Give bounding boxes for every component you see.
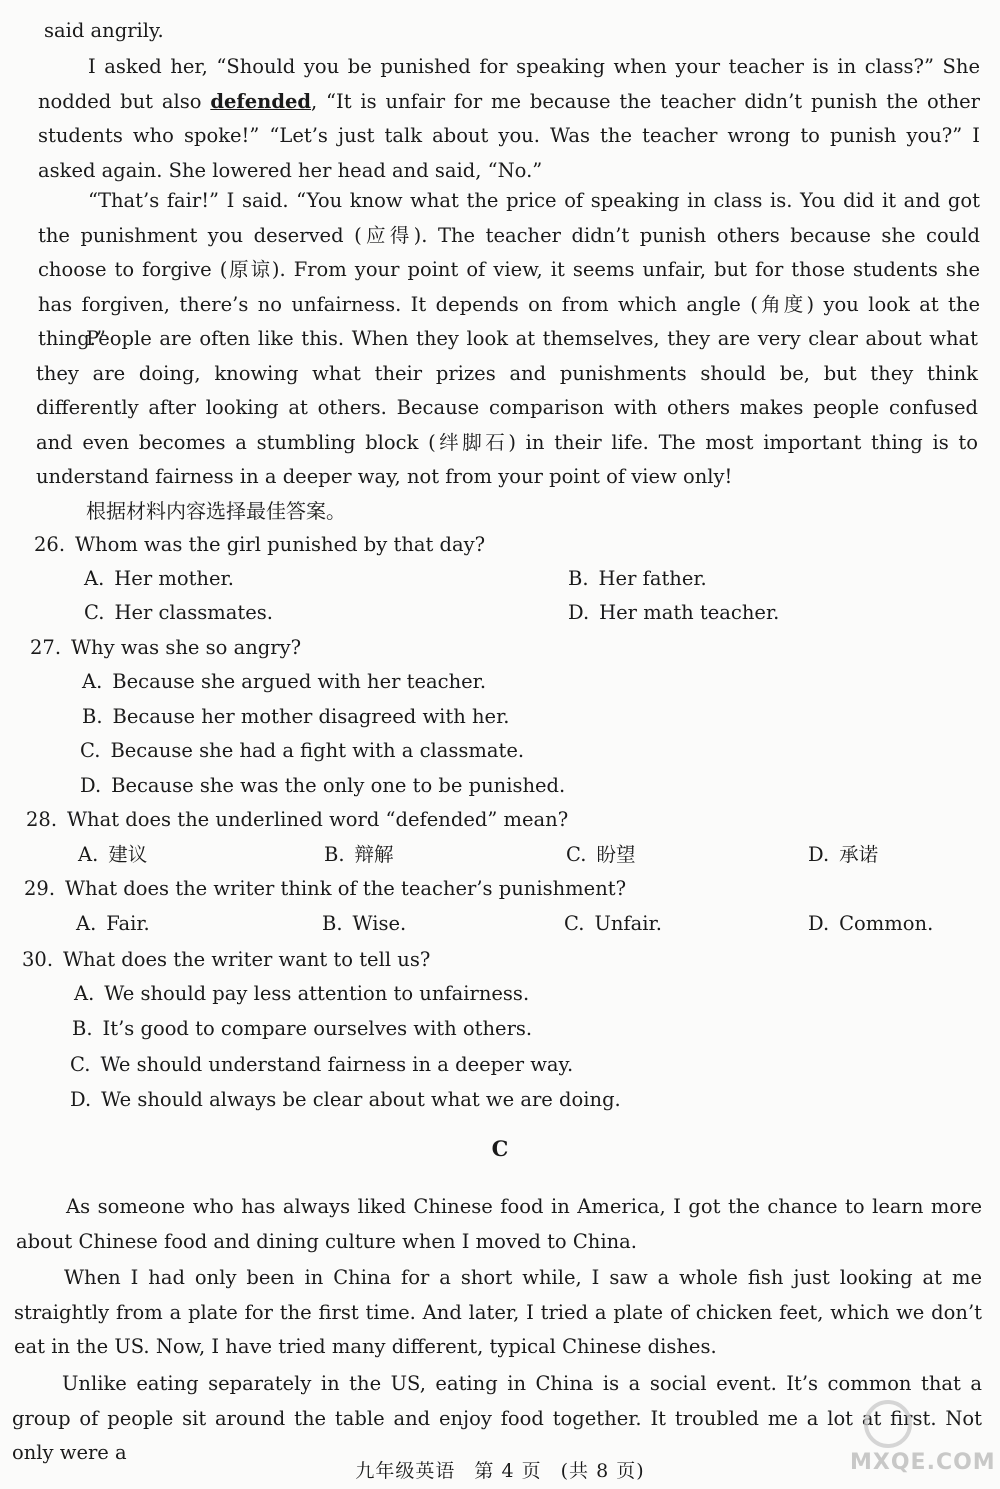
q29-option-d[interactable]: D. Common. — [808, 912, 934, 935]
q27-option-d[interactable]: D. Because she was the only one to be punished. — [80, 774, 566, 797]
q29-option-a[interactable]: A. Fair. — [76, 912, 150, 935]
question-28: 28. What does the underlined word “defended” mean? — [26, 808, 569, 831]
question-30: 30. What does the writer want to tell us? — [22, 948, 431, 971]
paragraph-1-part-2: , “It is unfair for me because the teacher didn’t punish the other students who spoke!” “Let’s just talk about you. Was the teacher wrong to punish you?” I asked again. She lowered her head and said, “No.” — [38, 89, 980, 182]
q26-option-d[interactable]: D. Her math teacher. — [568, 601, 780, 624]
footer-page-number: 第 4 页 — [474, 1460, 542, 1482]
q28-option-d[interactable]: D. 承诺 — [808, 843, 879, 866]
paragraph-1-part-1: I asked her, “Should you be punished for speaking when your teacher is in class?” She nodded but also — [38, 55, 980, 113]
underlined-word-defended: defended — [210, 89, 312, 113]
q28-option-a[interactable]: A. 建议 — [78, 843, 148, 866]
q30-option-b[interactable]: B. It’s good to compare ourselves with others. — [72, 1017, 533, 1040]
q28-option-c[interactable]: C. 盼望 — [566, 843, 636, 866]
passage-c-paragraph-2: When I had only been in China for a short while, I saw a whole fish just looking at me straightly from a plate for the first time. And later, I tried a plate of chicken feet, which we don’t eat in the US. Now, I have tried many different, typical Chinese dishes. — [14, 1266, 982, 1358]
passage-b-paragraph-2: “That’s fair!” I said. “You know what the price of speaking in class is. You did it and got the punishment you deserved (应得). The teacher didn’t punish others because she could choose to forgive (原谅). From your point of view, it seems unfair, but for those students she has forgiven, there’s no unfairness. It depends on from which angle (角度) you look at the thing.” — [38, 189, 980, 350]
q30-option-a[interactable]: A. We should pay less attention to unfairness. — [74, 982, 530, 1005]
section-c-title: C — [491, 1136, 509, 1161]
passage-b-paragraph-1 — [38, 50, 980, 188]
q27-option-b[interactable]: B. Because her mother disagreed with her. — [82, 705, 510, 728]
q26-option-a[interactable]: A. Her mother. — [84, 567, 234, 590]
watermark-ring-icon — [864, 1400, 912, 1448]
question-26: 26. Whom was the girl punished by that day? — [34, 533, 486, 556]
passage-b-paragraph-3: People are often like this. When they look at themselves, they are very clear about what they are doing, knowing what their prizes and punishments should be, but they think differently after looking at others. Because comparison with others makes people confused and even becomes a stumbling block (绊脚石) in their life. The most important thing is to understand fairness in a deeper way, not from your point of view only! — [36, 327, 978, 488]
q27-option-a[interactable]: A. Because she argued with her teacher. — [82, 670, 487, 693]
passage-b-line-top: said angrily. — [44, 19, 164, 42]
instruction-text: 根据材料内容选择最佳答案。 — [86, 499, 346, 523]
question-29: 29. What does the writer think of the teacher’s punishment? — [24, 877, 627, 900]
q30-option-c[interactable]: C. We should understand fairness in a deeper way. — [70, 1053, 574, 1076]
q28-option-b[interactable]: B. 辩解 — [324, 843, 394, 866]
q29-option-b[interactable]: B. Wise. — [322, 912, 407, 935]
q26-option-c[interactable]: C. Her classmates. — [84, 601, 273, 624]
q26-option-b[interactable]: B. Her father. — [568, 567, 707, 590]
page-footer — [0, 1456, 1000, 1483]
passage-c-paragraph-1: As someone who has always liked Chinese food in America, I got the chance to learn more about Chinese food and dining culture when I moved to China. — [16, 1195, 982, 1253]
footer-subject: 九年级英语 — [355, 1460, 456, 1482]
footer-total-pages: (共 8 页) — [560, 1460, 645, 1482]
question-27: 27. Why was she so angry? — [30, 636, 302, 659]
watermark-text: MXQE.COM — [850, 1450, 996, 1475]
passage-c-paragraph-3: Unlike eating separately in the US, eating in China is a social event. It’s common that a group of people sit around the table and enjoy food together. It troubled me a lot at first. Not only were a — [12, 1372, 982, 1464]
q29-option-c[interactable]: C. Unfair. — [564, 912, 662, 935]
q27-option-c[interactable]: C. Because she had a fight with a classmate. — [80, 739, 525, 762]
q30-option-d[interactable]: D. We should always be clear about what we are doing. — [70, 1088, 621, 1111]
